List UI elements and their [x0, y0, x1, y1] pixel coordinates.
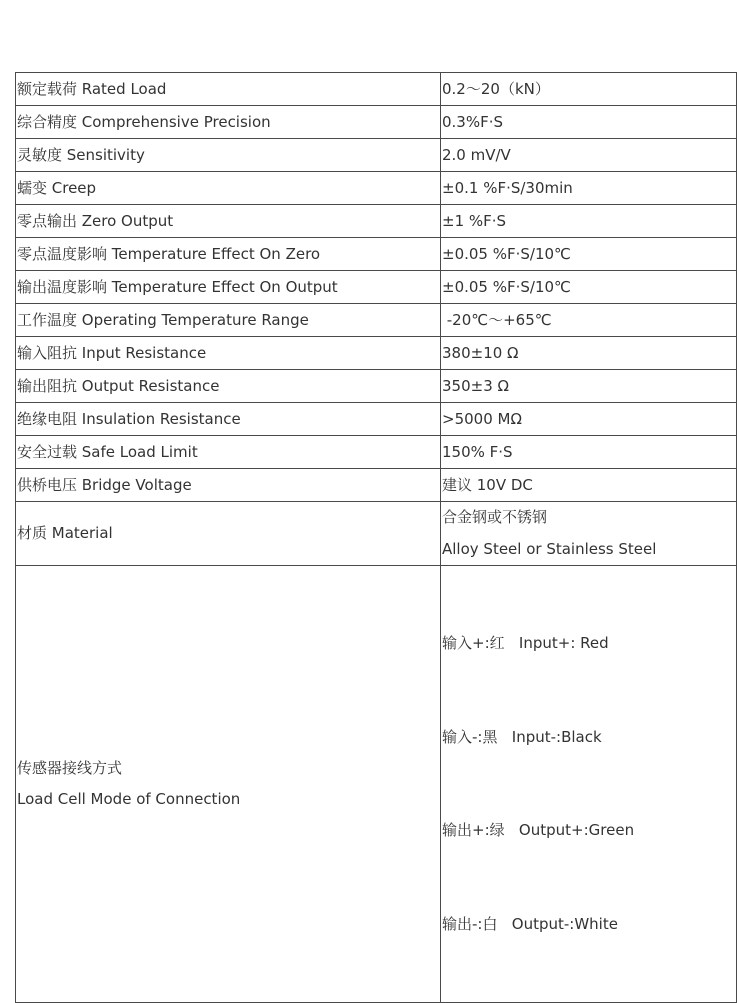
table-row — [16, 73, 737, 106]
table-row — [16, 370, 737, 403]
material-value-en: Alloy Steel or Stainless Steel — [442, 539, 657, 558]
spec-table — [15, 72, 737, 1003]
param-creep: 蠕变 Creep — [16, 172, 441, 205]
connection-label-en: Load Cell Mode of Connection — [17, 790, 241, 808]
param-comprehensive-precision: 综合精度 Comprehensive Precision — [16, 106, 441, 139]
param-material: 材质 Material — [16, 502, 441, 566]
value-input-resistance: 380±10 Ω — [441, 337, 737, 370]
table-row — [16, 238, 737, 271]
connection-label-cn: 传感器接线方式 — [17, 758, 123, 777]
value-creep: ±0.1 %F·S/30min — [441, 172, 737, 205]
table-row — [16, 436, 737, 469]
value-material — [441, 502, 737, 566]
param-bridge-voltage: 供桥电压 Bridge Voltage — [16, 469, 441, 502]
param-rated-load: 额定载荷 Rated Load — [16, 73, 441, 106]
table-row-material — [16, 502, 737, 566]
value-comprehensive-precision: 0.3%F·S — [441, 106, 737, 139]
param-temp-effect-output: 输出温度影响 Temperature Effect On Output — [16, 271, 441, 304]
param-connection — [16, 566, 441, 1003]
table-row — [16, 172, 737, 205]
value-operating-temperature: -20℃～+65℃ — [441, 304, 737, 337]
value-bridge-voltage: 建议 10V DC — [441, 469, 737, 502]
value-rated-load: 0.2～20（kN） — [441, 73, 737, 106]
table-row — [16, 304, 737, 337]
value-safe-load-limit: 150% F·S — [441, 436, 737, 469]
value-temp-effect-output: ±0.05 %F·S/10℃ — [441, 271, 737, 304]
connection-line-input-plus: 输入+:红 Input+: Red — [442, 634, 609, 652]
param-insulation-resistance: 绝缘电阻 Insulation Resistance — [16, 403, 441, 436]
param-zero-output: 零点输出 Zero Output — [16, 205, 441, 238]
value-temp-effect-zero: ±0.05 %F·S/10℃ — [441, 238, 737, 271]
value-connection — [441, 566, 737, 1003]
value-output-resistance: 350±3 Ω — [441, 370, 737, 403]
table-row — [16, 403, 737, 436]
table-row — [16, 205, 737, 238]
param-input-resistance: 输入阻抗 Input Resistance — [16, 337, 441, 370]
param-temp-effect-zero: 零点温度影响 Temperature Effect On Zero — [16, 238, 441, 271]
param-safe-load-limit: 安全过载 Safe Load Limit — [16, 436, 441, 469]
connection-line-output-plus: 输出+:绿 Output+:Green — [442, 821, 635, 839]
value-sensitivity: 2.0 mV/V — [441, 139, 737, 172]
table-row — [16, 469, 737, 502]
table-row — [16, 106, 737, 139]
table-row — [16, 271, 737, 304]
connection-line-output-minus: 输出-:白 Output-:White — [442, 914, 618, 933]
value-zero-output: ±1 %F·S — [441, 205, 737, 238]
value-insulation-resistance: >5000 MΩ — [441, 403, 737, 436]
param-sensitivity: 灵敏度 Sensitivity — [16, 139, 441, 172]
material-value-cn: 合金钢或不锈钢 — [442, 508, 548, 526]
table-row — [16, 139, 737, 172]
param-output-resistance: 输出阻抗 Output Resistance — [16, 370, 441, 403]
table-row — [16, 337, 737, 370]
connection-line-input-minus: 输入-:黑 Input-:Black — [442, 727, 602, 746]
table-row-connection — [16, 566, 737, 1003]
param-operating-temperature: 工作温度 Operating Temperature Range — [16, 304, 441, 337]
